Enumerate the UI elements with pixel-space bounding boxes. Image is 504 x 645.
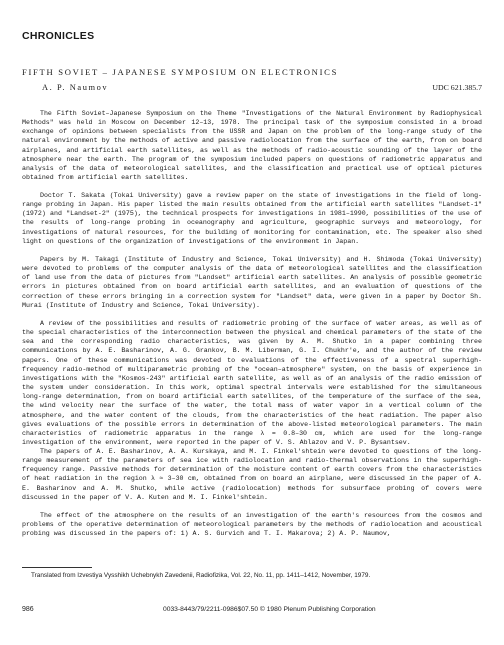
copyright-line: 0033-8443/79/2211-0986$07.50 © 1980 Plenum Publishing Corporation bbox=[163, 606, 376, 613]
paragraph-intro: The Fifth Soviet–Japanese Symposium on the Theme "Investigations of the Natural Environment by Radiophysical Methods" was held in Moscow on December 12–13, 1978. The principal task of the symposium consisted in a broad exchange of opinions between specialists from the USSR and Japan on the problem of the long-range study of the natural environment by the methods of active and passive radiolocation from the surface of the earth, from on board airplanes, and artificial earth satellites, as well as the methods of radio-acoustic sounding of the layer of the atmosphere near the earth. The program of the symposium included papers on questions of radiometric apparatus and analysis of the data of meteorological satellites, and the classification and practical use of optical pictures obtained from artificial earth satellites. bbox=[22, 109, 482, 182]
udc-code: UDC 621.385.7 bbox=[432, 83, 482, 92]
section-header: CHRONICLES bbox=[22, 30, 95, 42]
page-number: 986 bbox=[22, 606, 34, 613]
paragraph-sakata: Doctor T. Sakata (Tokai University) gave a review paper on the state of investigations in the field of long-range probing in Japan. His paper listed the main results obtained from the artificial earth satellites "Landset-1" (1972) and "Landset-2" (1975), the technical prospects for investigations in 1981–1990, possibilities of the use of the results of long-range probing in oceanography and agriculture, geographic surveys and meteorology, for investigations of natural resources, for the building of monitoring for contamination, etc. The speaker also shed light on questions of the organization of investigations of the environment in Japan. bbox=[22, 191, 482, 245]
paragraph-radiometric: A review of the possibilities and results of radiometric probing of the surface of water areas, as well as of the special characteristics of the interconnection between the physical and chemical parameters of the state of the sea and the corresponding radio characteristics, was given by A. M. Shutko in a paper combining three communications by A. E. Basharinov, A. G. Grankov, B. M. Liberman, G. I. Chukhr'e, and the author of the review papers. One of these communications was devoted to evaluations of the effectiveness of a spectral superhigh-frequency radio-method of multiparametric probing of the "ocean–atmosphere" system, on the basis of experience in investigations with the "Kosmos-243" artificial earth satellite, as well as of an analysis of the radio emission of the system under consideration. In this work, optimal spectral intervals were established for the simultaneous long-range determination, from on board artificial earth satellites, of the temperature of the surface of the sea, the wind velocity near the surface of the water, the total mass of water vapor in a vertical column of the atmosphere, and the water content of the clouds, from the characteristics of the heat radiation. The paper also gives evaluations of the possible errors in determination of the above-listed meteorological parameters. The main characteristics of radiometric apparatus in the range λ = 0.8–30 cm, which are used for the long-range investigation of the environment, were reported in the paper of V. S. Ablazov and V. P. Bysantsev. bbox=[22, 319, 482, 447]
paragraph-sea-ice: The papers of A. E. Basharinov, A. A. Kurskaya, and M. I. Finkel'shtein were devoted to questions of the long-range measurement of the parameters of sea ice with radiolocation and radio-thermal observations in the superhigh-frequency range. Passive methods for determination of the moisture content of earth covers from the characteristics of heat radiation in the region λ ≈ 3–30 cm, obtained from on board an airplane, were discussed in the paper of A. E. Basharinov and A. M. Shutko, while active (radiolocation) methods for subsurface probing of covers were discussed in the paper of V. A. Kuten and M. I. Finkel'shtein. bbox=[22, 447, 482, 501]
translation-footnote: Translated from Izvestiya Vysshikh Uchebnykh Zavedenii, Radiofizika, Vol. 22, No. 11, pp. 1411–1412, November, 1979. bbox=[31, 572, 371, 579]
author-name: A. P. Naumov bbox=[42, 83, 109, 92]
paragraph-takagi: Papers by M. Takagi (Institute of Industry and Science, Tokai University) and H. Shimoda (Tokai University) were devoted to problems of the computer analysis of the data of meteorological satellites and the classification of land use from the data of pictures from "Landset" artificial earth satellites. An analysis of possible geometric errors in pictures obtained from on board artificial earth satellites, and an evaluation of questions of the correction of these errors bringing in a correction system for "Landset" data, were given in a paper by Doctor Sh. Murai (Institute of Industry and Science, Tokai University). bbox=[22, 255, 482, 309]
paragraph-atmosphere: The effect of the atmosphere on the results of an investigation of the earth's resources from the cosmos and problems of the operative determination of meteorological parameters by the methods of radiolocation and acoustical probing was discussed in the papers of: 1) A. S. Gurvich and T. I. Makarova; 2) A. P. Naumov, bbox=[22, 511, 482, 538]
article-title: FIFTH SOVIET – JAPANESE SYMPOSIUM ON ELECTRONICS bbox=[22, 67, 339, 77]
footnote-divider bbox=[22, 567, 92, 568]
